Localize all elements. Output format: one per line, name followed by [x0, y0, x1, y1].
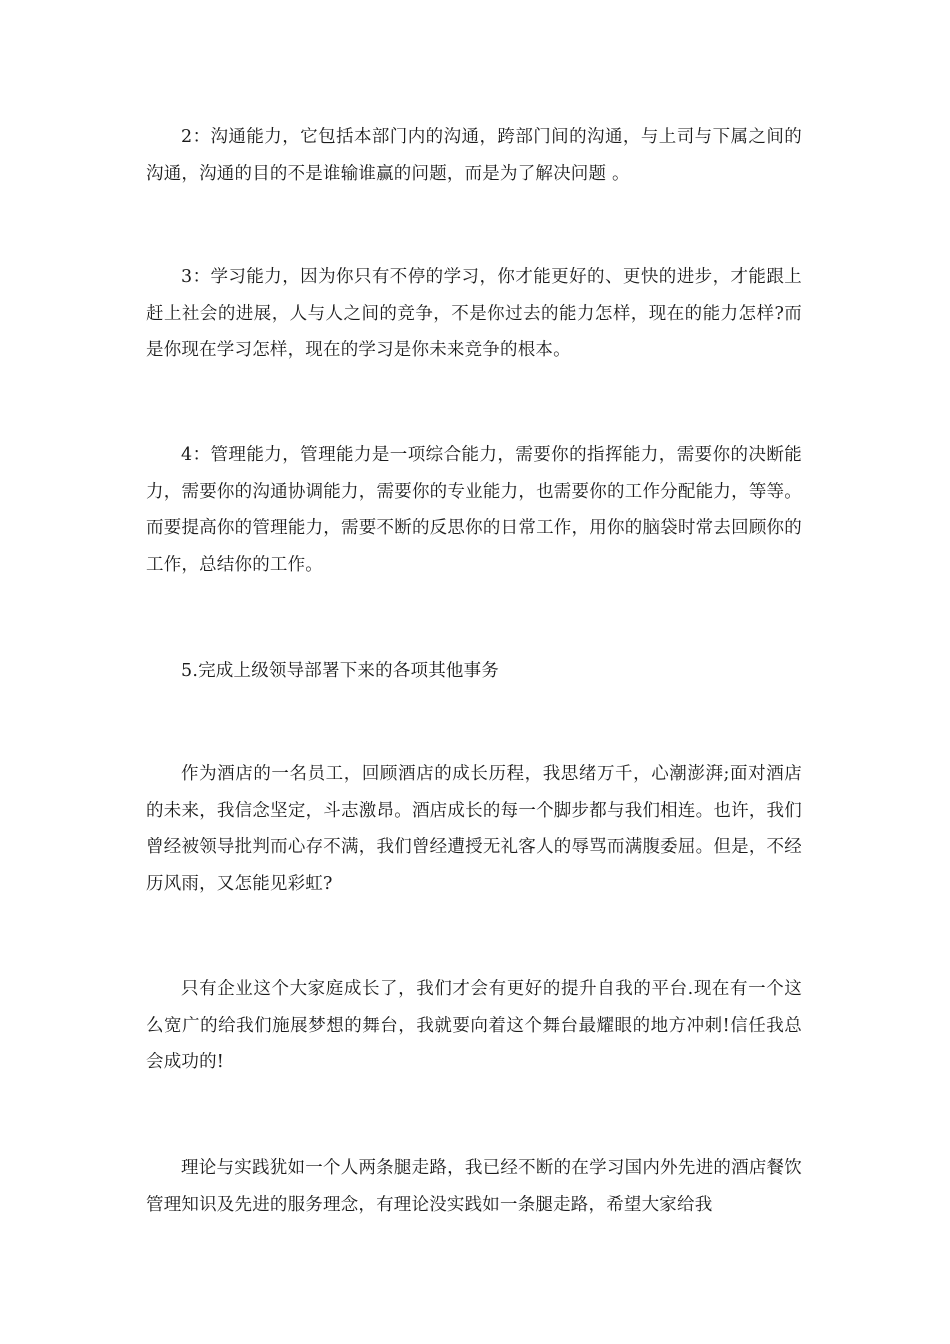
paragraph-communication-ability: 2：沟通能力，它包括本部门内的沟通，跨部门间的沟通，与上司与下属之间的沟通，沟通的目的不是谁输谁赢的问题，而是为了解决问题 。: [146, 127, 802, 184]
paragraph-enterprise-growth: 只有企业这个大家庭成长了，我们才会有更好的提升自我的平台.现在有一个这么宽广的给我们施展梦想的舞台，我就要向着这个舞台最耀眼的地方冲刺!信任我总会成功的!: [146, 979, 802, 1072]
paragraph-theory-practice: 理论与实践犹如一个人两条腿走路，我已经不断的在学习国内外先进的酒店餐饮管理知识及先进的服务理念，有理论没实践如一条腿走路，希望大家给我: [146, 1158, 802, 1215]
paragraph-hotel-employee: 作为酒店的一名员工，回顾酒店的成长历程，我思绪万千，心潮澎湃;面对酒店的未来，我信念坚定，斗志激昂。酒店成长的每一个脚步都与我们相连。也许，我们曾经被领导批判而心存不满，我们曾经遭授无礼客人的辱骂而满腹委屈。但是，不经历风雨，又怎能见彩虹?: [146, 764, 802, 894]
paragraph-management-ability: 4：管理能力，管理能力是一项综合能力，需要你的指挥能力，需要你的决断能力，需要你的沟通协调能力，需要你的专业能力，也需要你的工作分配能力，等等。而要提高你的管理能力，需要不断的反思你的日常工作，用你的脑袋时常去回顾你的工作，总结你的工作。: [146, 445, 802, 575]
paragraph-other-tasks: 5.完成上级领导部署下来的各项其他事务: [181, 661, 499, 681]
paragraph-learning-ability: 3：学习能力，因为你只有不停的学习，你才能更好的、更快的进步，才能跟上赶上社会的进展，人与人之间的竞争，不是你过去的能力怎样，现在的能力怎样?而是你现在学习怎样，现在的学习是你未来竞争的根本。: [146, 267, 802, 360]
